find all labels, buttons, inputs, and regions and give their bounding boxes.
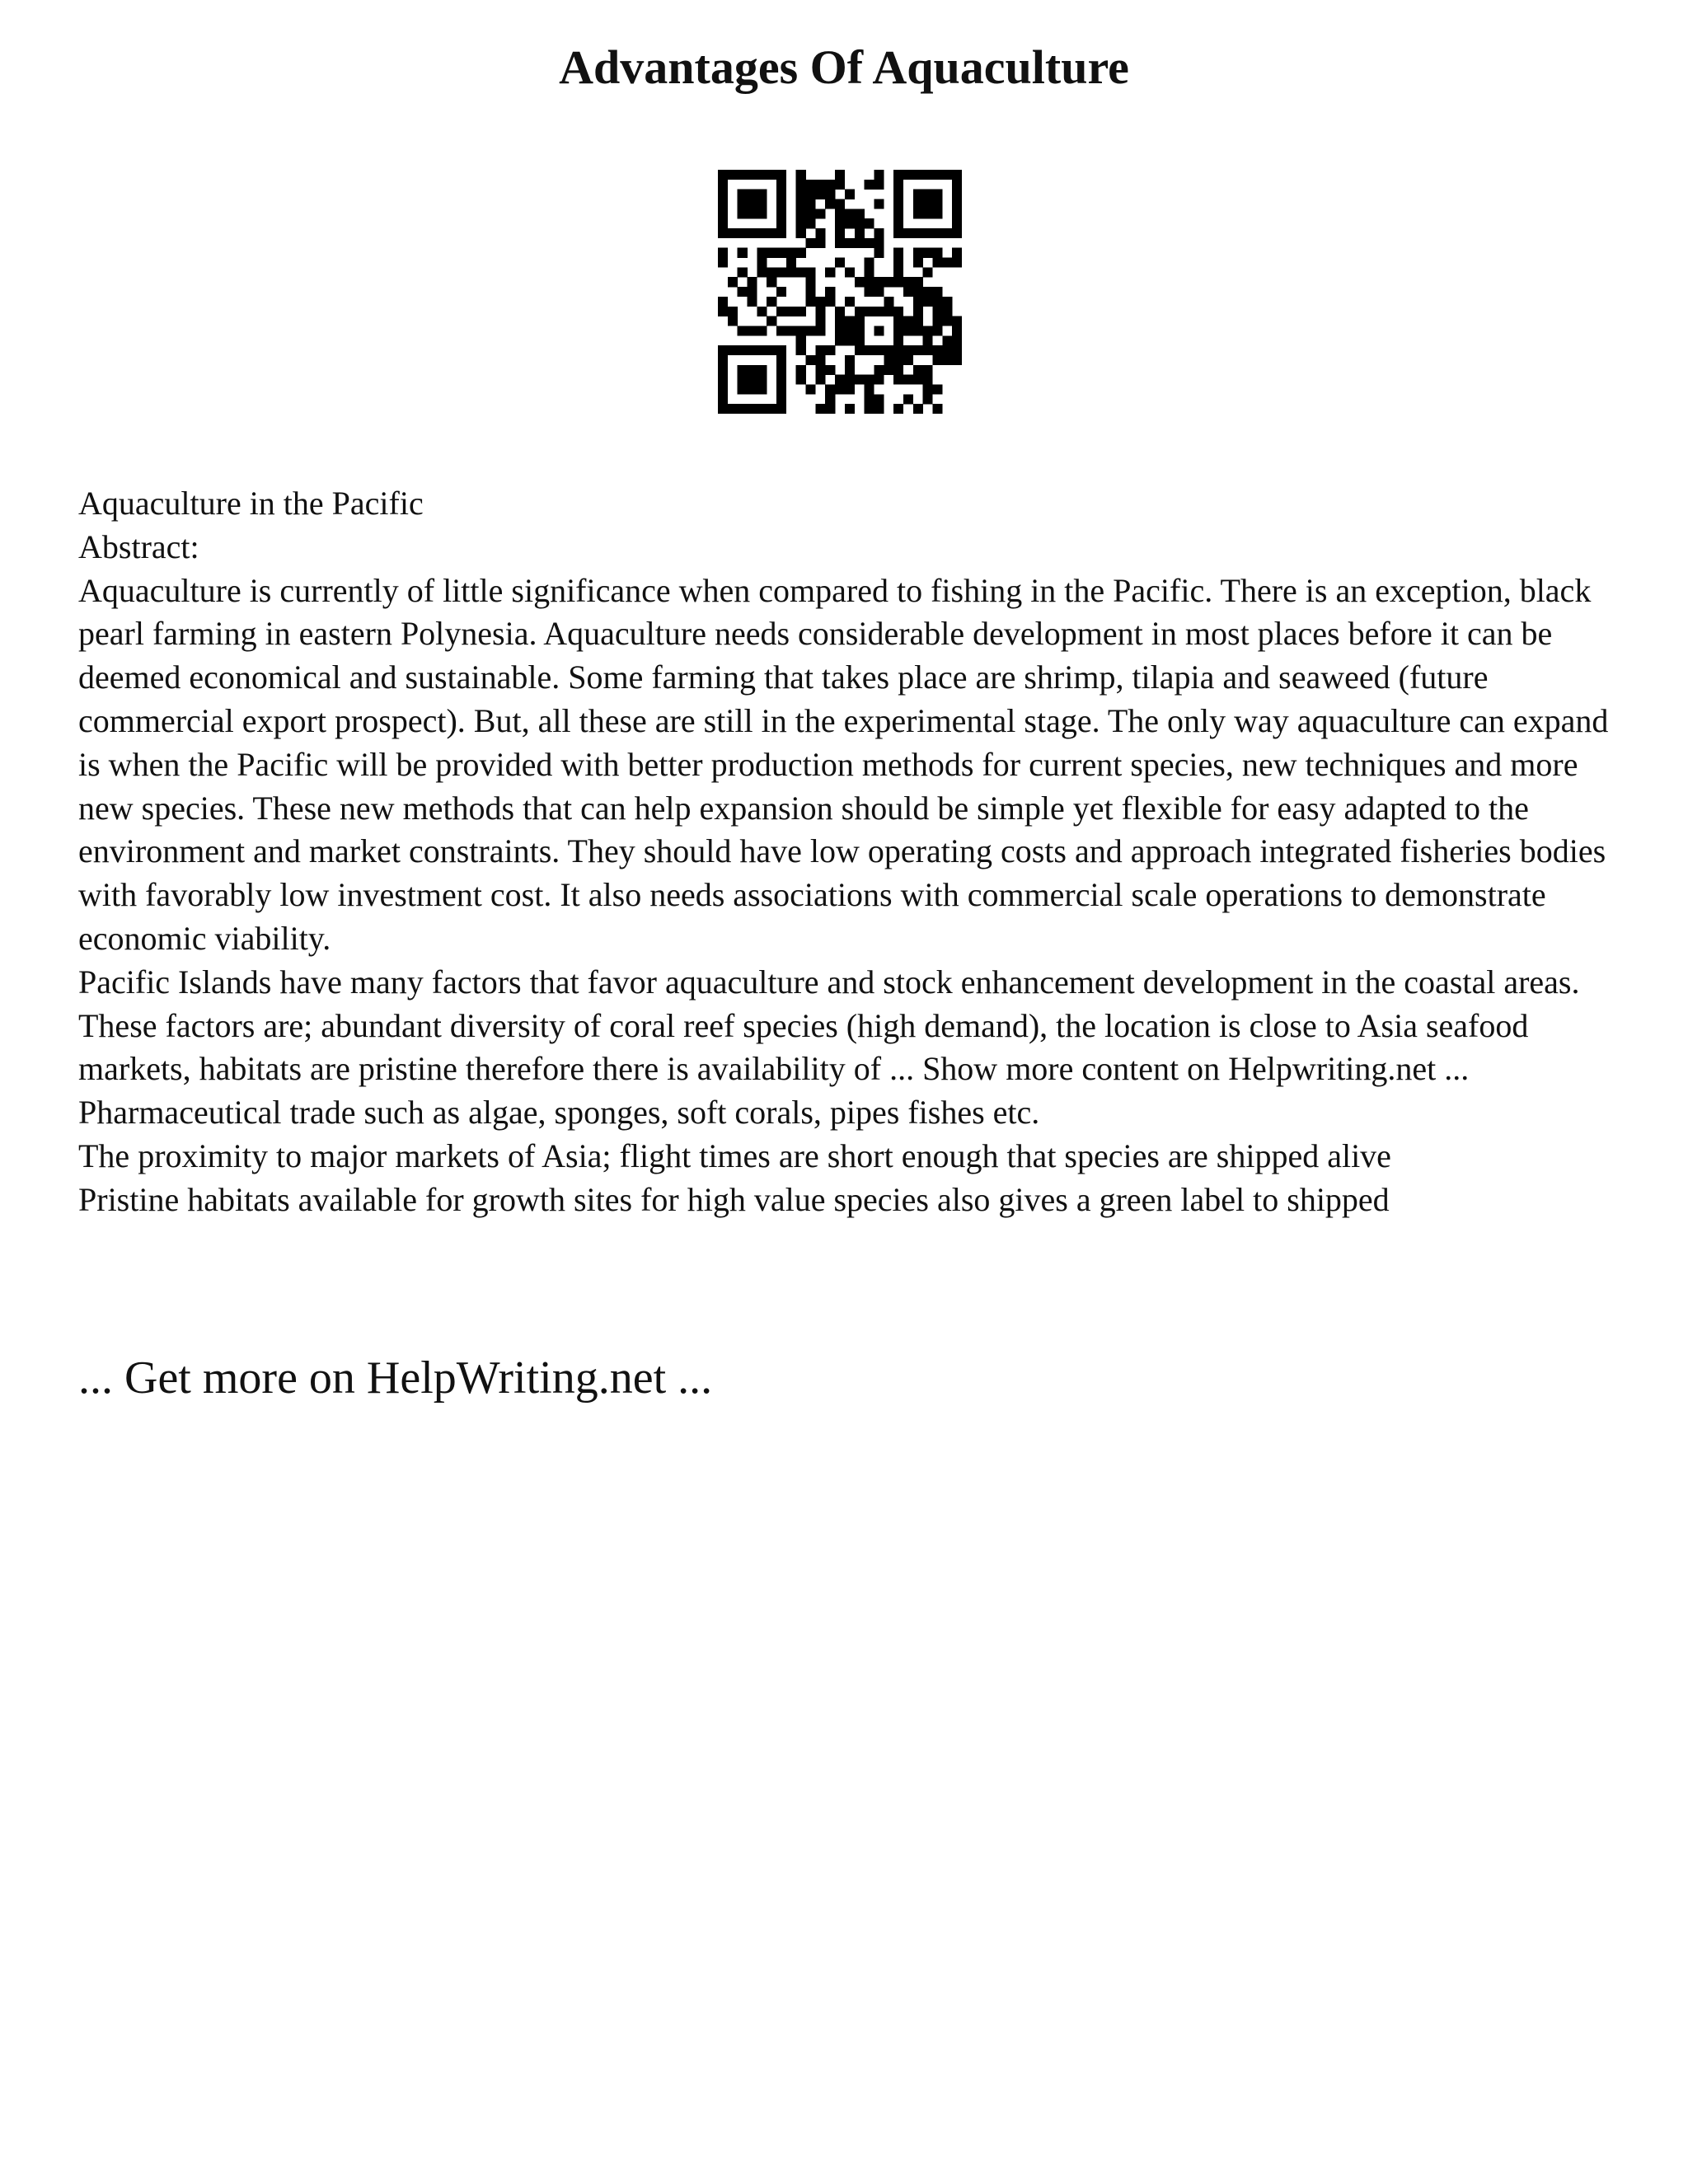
document-body [78,482,1628,1222]
document-title: Advantages Of Aquaculture [559,40,1129,94]
paragraph-abstract: Aquaculture is currently of little significance when compared to fishing in the Pacific. There is an exception, black pearl farming in eastern Polynesia. Aquaculture needs considerable development in most places before it can be deemed economical and sustainable. Some farming that takes place are shrimp, tilapia and seaweed (future commercial export prospect). But, all these are still in the experimental stage. The only way aquaculture can expand is when the Pacific will be provided with better production methods for current species, new techniques and more new species. These new methods that can help expansion should be simple yet flexible for easy adapted to the environment and market constraints. They should have low operating costs and approach integrated fisheries bodies with favorably low investment cost. It also needs associations with commercial scale operations to demonstrate economic viability. [78,571,1609,957]
abstract-label: Abstract: [78,527,199,565]
qr-code-icon[interactable] [718,169,962,415]
paragraph-proximity: The proximity to major markets of Asia; flight times are short enough that species are shipped alive [78,1137,1391,1174]
paragraph-factors: Pacific Islands have many factors that favor aquaculture and stock enhancement development in the coastal areas. These factors are; abundant diversity of coral reef species (high demand), the location is close to Asia seafood markets, habitats are pristine therefore there is availability of ... Show more content on Helpwriting.net ... [78,963,1580,1088]
get-more-link[interactable]: ... Get more on HelpWriting.net ... [78,1352,713,1404]
paragraph-pharmaceutical: Pharmaceutical trade such as algae, sponges, soft corals, pipes fishes etc. [78,1094,1040,1132]
section-heading: Aquaculture in the Pacific [78,485,424,522]
paragraph-habitats: Pristine habitats available for growth sites for high value species also gives a green label to shipped [78,1180,1390,1218]
